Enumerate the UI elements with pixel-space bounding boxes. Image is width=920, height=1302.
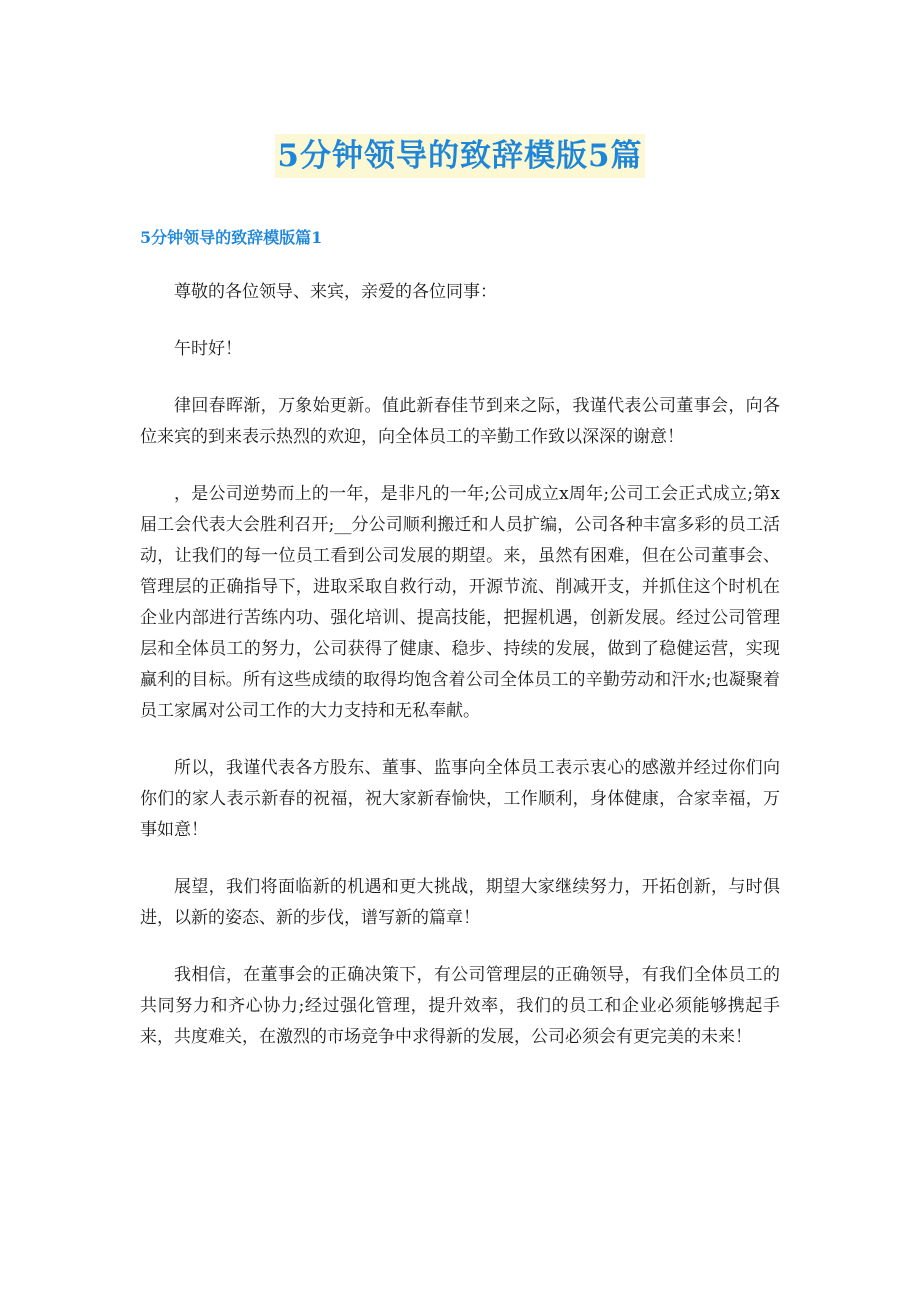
document-body [140,277,780,1079]
paragraph-outlook: 展望，我们将面临新的机遇和更大挑战，期望大家继续努力，开拓创新，与时俱进，以新的姿态、新的步伐，谱写新的篇章！ [140,877,780,928]
document-title: 5分钟领导的致辞模版5篇 [275,134,644,178]
paragraph-belief: 我相信，在董事会的正确决策下，有公司管理层的正确领导，有我们全体员工的共同努力和齐心协力;经过强化管理，提升效率，我们的员工和企业必须能够携起手来，共度难关，在激烈的市场竞争中求得新的发展，公司必须会有更完美的未来！ [140,965,780,1047]
paragraph-salutation: 尊敬的各位领导、来宾，亲爱的各位同事： [174,282,497,302]
section-heading: 5分钟领导的致辞模版篇1 [140,228,323,247]
paragraph-review: ，是公司逆势而上的一年，是非凡的一年;公司成立x周年;公司工会正式成立;第x届工会代表大会胜利召开;__分公司顺利搬迁和人员扩编，公司各种丰富多彩的员工活动，让我们的每一位员工看到公司发展的期望。来，虽然有困难，但在公司董事会、管理层的正确指导下，进取采取自救行动，开源节流、削减开支，并抓住这个时机在企业内部进行苦练内功、强化培训、提高技能，把握机遇，创新发展。经过公司管理层和全体员工的努力，公司获得了健康、稳步、持续的发展，做到了稳健运营，实现赢利的目标。所有这些成绩的取得均饱含着公司全体员工的辛勤劳动和汗水;也凝聚着员工家属对公司工作的大力支持和无私奉献。 [140,484,780,721]
paragraph-thanks: 所以，我谨代表各方股东、董事、监事向全体员工表示衷心的感激并经过你们向你们的家人表示新春的祝福，祝大家新春愉快，工作顺利，身体健康，合家幸福，万事如意！ [140,758,780,840]
title-container [0,134,920,178]
paragraph-welcome: 律回春晖渐，万象始更新。值此新春佳节到来之际，我谨代表公司董事会，向各位来宾的到来表示热烈的欢迎，向全体员工的辛勤工作致以深深的谢意！ [140,396,780,447]
paragraph-greeting: 午时好！ [174,339,242,359]
